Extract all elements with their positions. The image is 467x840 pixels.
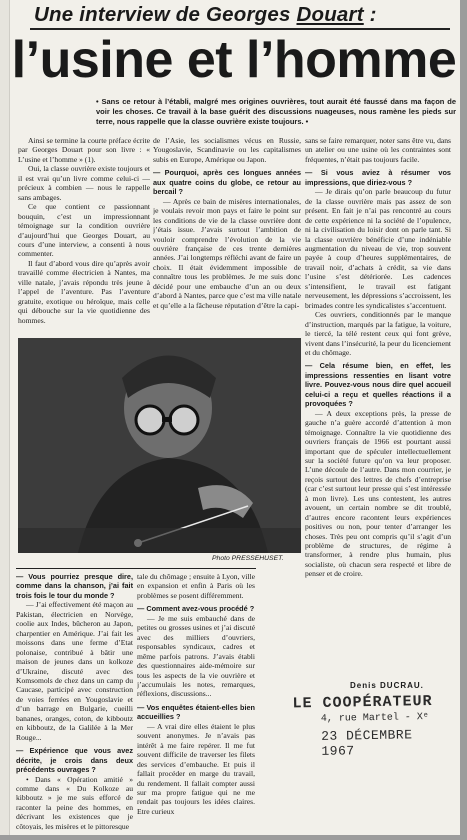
column-4	[16, 572, 133, 830]
photo-credit: Photo PRESSEHUSET.	[212, 555, 284, 562]
welder-illustration	[18, 338, 301, 553]
publication-stamp	[292, 693, 453, 760]
stamp-date: 23 DÉCEMBRE 1967	[321, 727, 413, 759]
column-3	[305, 136, 451, 676]
headline-suffix: :	[363, 3, 377, 26]
question: — Comment avez-vous procédé ?	[137, 604, 255, 614]
binding-strip	[0, 0, 10, 835]
paragraph: — Je dirais qu’on parle beaucoup du futur de la classe ouvrière mais pas assez de son présent. En fait je n’ai pas rencontré au cours de cette expérience ni la société de l’opulence, ni la civilisation du loisir dont on parle tant. Si la classe ouvrière bénéficie d’une indéniable augmentation du niveau de vie, trop souvent payée à coup d’heures supplémentaires, de travail noir, d’achats à crédit, sa vie dans l’usine s’est détériorée. Les cadences s’intensifient, le travail est fatigant nerveusement, les dépressions s’accroissent, les brimades contre les syndicalistes s’accentuent.	[305, 187, 451, 310]
column-2	[153, 136, 301, 338]
paragraph: • Dans « Opération amitié » comme dans « Du Kolkoze au kibboutz » je me suis efforcé de raconter la peine des hommes, en décrivant les existences que je côtoyais, les misères et le pittoresque	[16, 774, 133, 830]
section-rule	[16, 568, 256, 569]
question: — Expérience que vous avez décrite, je crois dans deux précédents ouvrages ?	[16, 746, 133, 775]
article-title: l’usine et l’homme	[11, 31, 457, 89]
paragraph: de l’Asie, les socialismes vécus en Russie, Yougoslavie, Scandinavie ou les capitalismes subis en Europe, Amérique ou Japon.	[153, 136, 301, 164]
question: — Pourquoi, après ces longues années aux quatre coins du globe, ce retour au bercail ?	[153, 168, 301, 197]
question: — Cela résume bien, en effet, les impressions ressenties en lisant votre livre. Pouvez-vous nous dire quel accueil celui-ci a reçu et quelles réactions il a provoquées ?	[305, 361, 451, 409]
portrait-photo	[18, 338, 301, 553]
article-intro: • Sans ce retour à l’établi, malgré mes origines ouvrières, tout aurait été faussé dans ma façon de voir les choses. Ce travail à la base guérit des discussions nuageuses, nous ramène les pieds sur terre, nous rappelle que la classe ouvrière existe toujours. •	[96, 97, 456, 126]
paragraph: — A deux exceptions près, la presse de gauche n’a guère accordé d’attention à mon témoignage. Connaître la vie quotidienne des ouvriers français de 1966 est pourtant aussi important que de spéculer intellectuellement sur la société future qu’on va leur proposer. L’une découle de l’autre. Dans mon courrier, je reçois surtout des lettres de chefs d’entreprise (car c’est surtout leur presse qui s’est intéressée à mon livre). Les uns contestent, les autres avouent, un certain nombre se dit troublé, d’autres encore racontent leurs expériences positives ou non, pour tenter d’arranger les choses. Très peu ont compris qu’il s’agit d’un problème de structures, de régime à transformer, à rendre plus humain, plus socialiste, où chacun sera respecté et libre de penser et de croire.	[305, 408, 451, 579]
paragraph: Oui, la classe ouvrière existe toujours et il est vrai qu’un livre comme celui-ci — précieux à combien — nous le rappelle sans ambages.	[18, 164, 150, 202]
column-1	[18, 136, 150, 338]
paragraph: — J’ai effectivement été maçon au Pakistan, électricien en Norvège, coolie aux Indes, bûcheron au Japon, charpentier en Amérique. J’ai fait les moissons dans une ferme d’Etat polonaise, contribué à bâtir une maison de jeunes dans un kolkoze d’Ukraine, discuté avec des Komsomols de chez dans un camp du Caucase, participé avec construction de voies ferrées en Yougoslavie et d’un barrage en Bulgarie, cueilli bananes, oranges, coton, de kibboutz en kibboutz, de la Galilée à la Mer Rouge...	[16, 600, 133, 742]
author-signature: Denis DUCRAU.	[350, 681, 424, 690]
stamp-publication: LE COOPÉRATEUR	[292, 692, 433, 713]
stamp-address: 4, rue Martel - Xᵉ	[320, 712, 429, 725]
headline-prefix: Une interview de Georges	[34, 3, 297, 26]
paragraph: tale du chômage ; ensuite à Lyon, ville en expansion et enfin à Paris où les problèmes se posent différemment.	[137, 572, 255, 600]
paragraph: Ainsi se termine la courte préface écrite par Georges Douart pour son livre : « L’usine et l’homme » (1).	[18, 136, 150, 164]
paragraph: Ce que contient ce passionnant bouquin, c’est un impressionnant témoignage sur la condition ouvrière d’aujourd’hui que Georges Douart, au cours d’une interview, a consenti à nous commenter.	[18, 202, 150, 259]
question: — Vos enquêtes étaient-elles bien accueillies ?	[137, 702, 255, 722]
paragraph: — Après ce bain de misères internationales, je voulais revoir mon pays et faire le point sur les conditions de vie de la classe ouvrière dont j’étais issue. J’avais surtout l’ambition de vouloir comprendre l’évolution de la vie ouvrière française de ces trente dernières années. J’ai longtemps réfléchi avant de faire un choix. Il était évidemment impossible de connaître tous les problèmes. Je me suis donc décidé pour une embauche d’un an ou deux d’abord à Nantes, parce que c’est ma ville natale et qu’elle a la fâcheuse réputation d’être la capi-	[153, 196, 301, 310]
column-5	[137, 572, 255, 830]
headline	[34, 3, 444, 27]
paragraph: sans se faire remarquer, noter sans être vu, dans un atelier ou une usine où les contraintes sont fréquentes, n’était pas toujours facile.	[305, 136, 451, 164]
question: — Vous pourriez presque dire, comme dans la chanson, j’ai fait trois fois le tour du monde ?	[16, 572, 133, 600]
headline-name: Douart	[296, 3, 364, 26]
paragraph: — Je me suis embauché dans de petites ou grosses usines et j’ai discuté avec des milliers d’ouvriers, responsables syndicaux, cadres et même parfois patrons. J’avais établi des questionnaires aide-mémoire sur tous les aspects de la vie ouvrière et j’accumulais les notes, remarques, réflexions, discussions...	[137, 613, 255, 699]
paragraph: Il faut d’abord vous dire qu’après avoir travaillé comme électricien à Nantes, ma ville natale, j’avais répondu très jeune à l’appel de l’aventure. Pas l’aventure gratuite, exotique ou héroïque, mais celle qui débouche sur la vie quotidienne des hommes.	[18, 258, 150, 325]
paragraph: Ces ouvriers, conditionnés par le manque d’instruction, marqués par la fatigue, la voiture, le tiercé, la télé restent ceux qui font grève, vivent dans l’insécurité, la peur du licenciement et du chômage.	[305, 310, 451, 357]
question: — Si vous aviez à résumer vos impressions, que diriez-vous ?	[305, 168, 451, 187]
paragraph: — A vrai dire elles étaient le plus souvent anonymes. Je n’avais pas intérêt à me faire repérer. Il me fut souvent difficile de traverser les filets des services d’embauche. Et puis il fallait procéder en marge du travail, du rendement. Il fallait compter aussi sur ma propre fatigue qui ne me rendait pas toujours les idées claires. Etre curieux	[137, 721, 255, 816]
